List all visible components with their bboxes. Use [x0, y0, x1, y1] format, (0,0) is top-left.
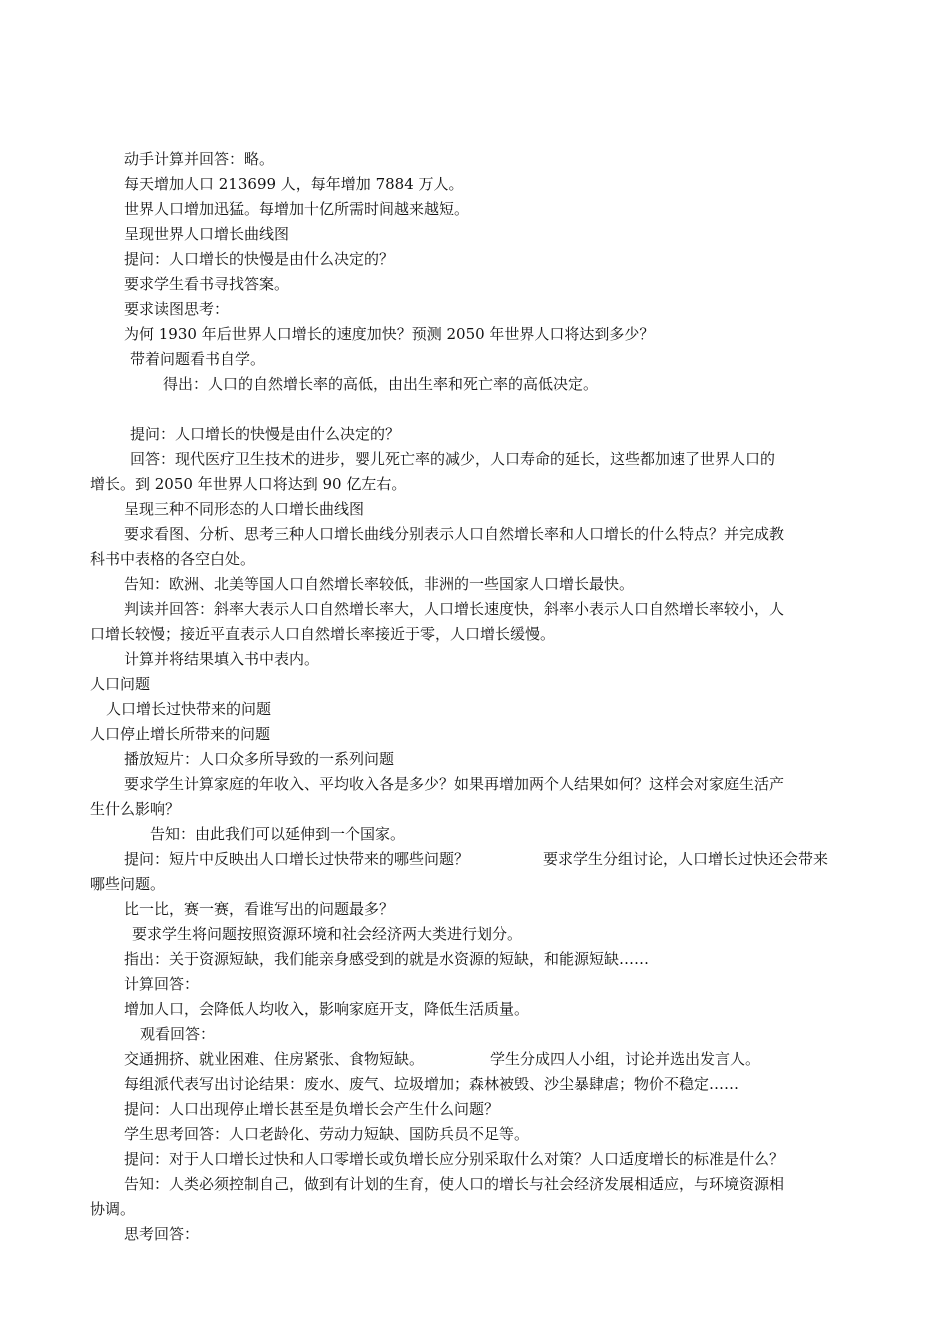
section-heading: 人口增长过快带来的问题 [106, 700, 272, 718]
text-line: 要求读图思考： [124, 300, 230, 318]
text-line: 学生思考回答：人口老龄化、劳动力短缺、国防兵员不足等。 [124, 1125, 530, 1143]
text-line: 世界人口增加迅猛。每增加十亿所需时间越来越短。 [124, 200, 470, 218]
text-line: 要求学生计算家庭的年收入、平均收入各是多少？如果再增加两个人结果如何？这样会对家庭生活产 [124, 775, 785, 793]
text-line: 要求学生将问题按照资源环境和社会经济两大类进行划分。 [132, 925, 523, 943]
text-line: 播放短片：人口众多所导致的一系列问题 [124, 750, 395, 768]
text-line: 指出：关于资源短缺，我们能亲身感受到的就是水资源的短缺，和能源短缺…… [124, 950, 650, 968]
text-line: 要求看图、分析、思考三种人口增长曲线分别表示人口自然增长率和人口增长的什么特点？并完成教 [124, 525, 785, 543]
text-line: 科书中表格的各空白处。 [90, 550, 256, 568]
text-line: 提问：对于人口增长过快和人口零增长或负增长应分别采取什么对策？人口适度增长的标准是什么？ [124, 1150, 785, 1168]
text-line: 交通拥挤、就业困难、住房紧张、食物短缺。 [124, 1050, 425, 1068]
text-line: 提问：人口增长的快慢是由什么决定的？ [124, 250, 395, 268]
text-line: 告知：欧洲、北美等国人口自然增长率较低，非洲的一些国家人口增长最快。 [124, 575, 635, 593]
text-line: 计算回答： [124, 975, 200, 993]
text-line: 呈现世界人口增长曲线图 [124, 225, 290, 243]
text-line: 为何 1930 年后世界人口增长的速度加快？预测 2050 年世界人口将达到多少？ [124, 325, 655, 343]
text-line: 学生分成四人小组，讨论并选出发言人。 [490, 1050, 761, 1068]
text-line: 口增长较慢；接近平直表示人口自然增长率接近于零，人口增长缓慢。 [90, 625, 556, 643]
text-line: 比一比，赛一赛，看谁写出的问题最多？ [124, 900, 395, 918]
text-line: 增长。到 2050 年世界人口将达到 90 亿左右。 [90, 475, 407, 493]
text-line: 提问：人口增长的快慢是由什么决定的？ [130, 425, 401, 443]
text-line: 告知：人类必须控制自己，做到有计划的生育，使人口的增长与社会经济发展相适应，与环境资源相 [124, 1175, 785, 1193]
text-line: 判读并回答：斜率大表示人口自然增长率大，人口增长速度快，斜率小表示人口自然增长率较小，人 [124, 600, 785, 618]
text-line: 要求学生看书寻找答案。 [124, 275, 290, 293]
text-line: 生什么影响？ [90, 800, 181, 818]
text-line: 每组派代表写出讨论结果：废水、废气、垃圾增加；森林被毁、沙尘暴肆虐；物价不稳定…… [124, 1075, 740, 1093]
text-line: 回答：现代医疗卫生技术的进步，婴儿死亡率的减少，人口寿命的延长，这些都加速了世界人口的 [130, 450, 776, 468]
text-line: 哪些问题。 [90, 875, 166, 893]
text-line: 要求学生分组讨论，人口增长过快还会带来 [543, 850, 829, 868]
section-heading: 人口问题 [90, 675, 151, 693]
text-line: 协调。 [90, 1200, 136, 1218]
text-line: 观看回答： [140, 1025, 216, 1043]
text-line: 每天增加人口 213699 人，每年增加 7884 万人。 [124, 175, 464, 193]
text-line: 动手计算并回答：略。 [124, 150, 275, 168]
text-line: 得出：人口的自然增长率的高低，由出生率和死亡率的高低决定。 [163, 375, 599, 393]
text-line: 告知：由此我们可以延伸到一个国家。 [150, 825, 406, 843]
text-line: 呈现三种不同形态的人口增长曲线图 [124, 500, 365, 518]
text-line: 计算并将结果填入书中表内。 [124, 650, 320, 668]
text-line: 思考回答： [124, 1225, 200, 1243]
text-line: 提问：人口出现停止增长甚至是负增长会产生什么问题？ [124, 1100, 500, 1118]
text-line: 提问：短片中反映出人口增长过快带来的哪些问题？ [124, 850, 470, 868]
text-line: 增加人口，会降低人均收入，影响家庭开支，降低生活质量。 [124, 1000, 530, 1018]
section-heading: 人口停止增长所带来的问题 [90, 725, 271, 743]
text-line: 带着问题看书自学。 [130, 350, 266, 368]
